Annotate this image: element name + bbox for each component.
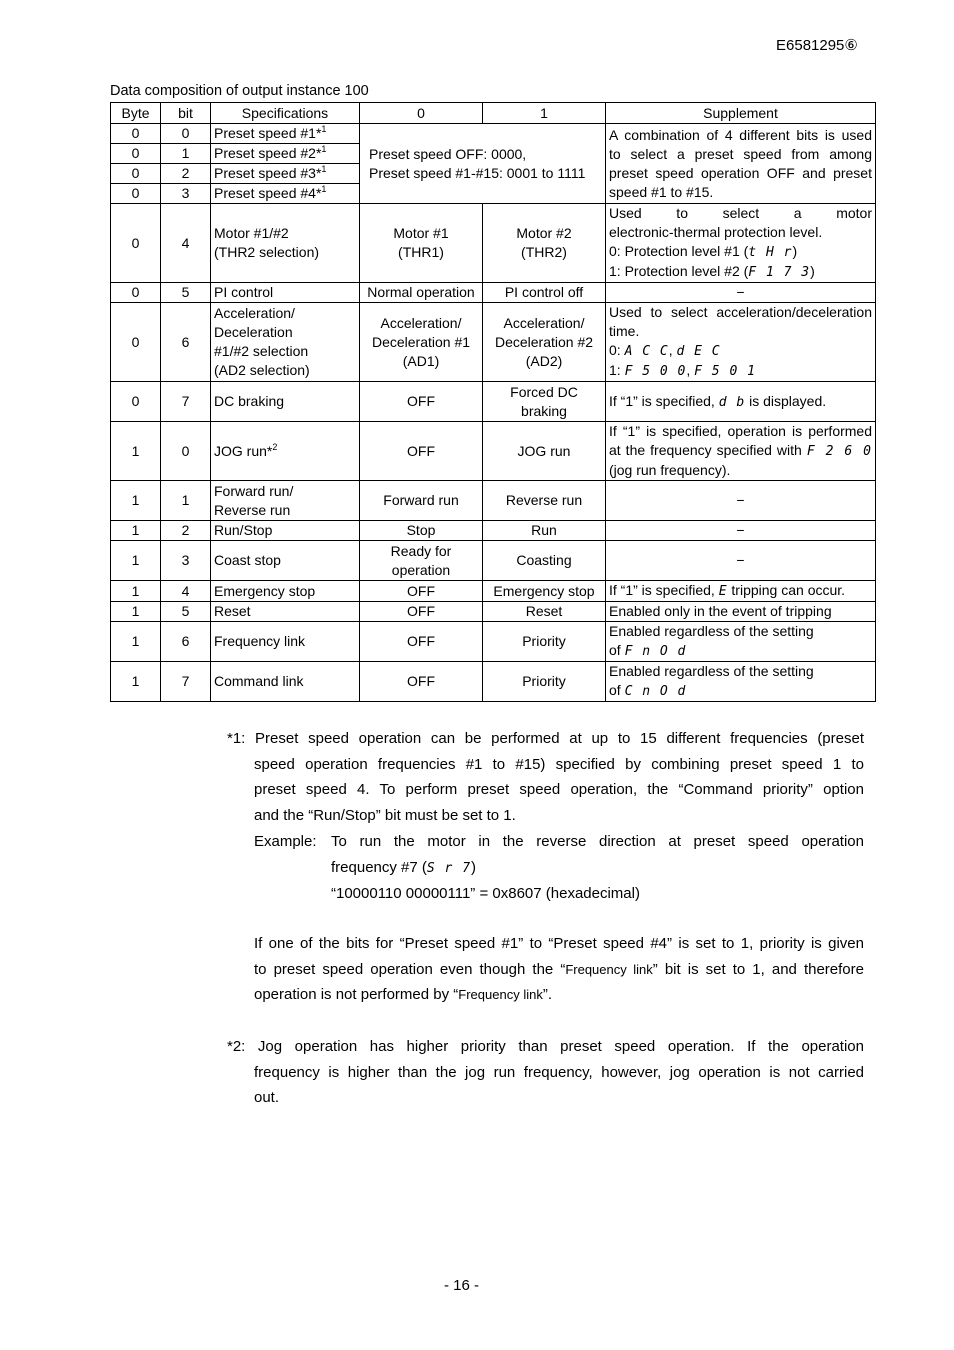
spec-cell: Forward run/ Reverse run [211, 481, 360, 521]
header-specifications: Specifications [211, 103, 360, 124]
segment-display-code: t H r [748, 245, 793, 260]
table-row [111, 581, 876, 602]
preset-supplement-cell: A combination of 4 different bits is used to select a preset speed from among preset speed operation OFF and preset speed #1 to #15. [606, 124, 876, 204]
byte-cell: 1 [111, 602, 161, 622]
spec-cell: Coast stop [211, 541, 360, 581]
page-number: - 16 - [444, 1277, 480, 1294]
header-value-0: 0 [360, 103, 483, 124]
bit-cell: 3 [161, 541, 211, 581]
table-row [111, 303, 876, 382]
supplement-cell: Used to select acceleration/deceleration time. 0: A C C, d E C 1: F 5 0 0, F 5 0 1 [606, 303, 876, 382]
spec-cell: Motor #1/#2 (THR2 selection) [211, 204, 360, 283]
byte-cell: 0 [111, 382, 161, 422]
supplement-cell: − [606, 541, 876, 581]
segment-display-code: A C C [624, 344, 669, 359]
value-0-cell: Forward run [360, 481, 483, 521]
supplement-cell: − [606, 481, 876, 521]
segment-display-code: F 5 0 1 [694, 364, 756, 379]
value-0-cell: OFF [360, 581, 483, 602]
spec-cell: Frequency link [211, 622, 360, 662]
spec-cell: Command link [211, 662, 360, 702]
table-row [111, 422, 876, 481]
bit-cell: 6 [161, 622, 211, 662]
value-1-cell: Reset [483, 602, 606, 622]
value-0-cell: Normal operation [360, 283, 483, 303]
segment-display-code: d b [718, 394, 746, 410]
value-0-cell: Acceleration/ Deceleration #1 (AD1) [360, 303, 483, 382]
table-caption: Data composition of output instance 100 [110, 83, 369, 99]
header-bit: bit [161, 103, 211, 124]
value-0-cell: OFF [360, 422, 483, 481]
header-value-1: 1 [483, 103, 606, 124]
value-1-cell: Priority [483, 662, 606, 702]
value-0-cell: OFF [360, 602, 483, 622]
supplement-cell: Enabled regardless of the setting of F n O d [606, 622, 876, 662]
bit-cell: 4 [161, 204, 211, 283]
table-row [111, 521, 876, 541]
byte-cell: 0 [111, 124, 161, 144]
value-1-cell: Acceleration/ Deceleration #2 (AD2) [483, 303, 606, 382]
bit-cell: 1 [161, 144, 211, 164]
value-1-cell: Motor #2 (THR2) [483, 204, 606, 283]
value-1-cell: Run [483, 521, 606, 541]
value-1-cell: Forced DC braking [483, 382, 606, 422]
output-instance-table [110, 102, 876, 702]
supplement-cell: − [606, 283, 876, 303]
supplement-cell: If “1” is specified, operation is performed at the frequency specified with F 2 6 0 (jog run frequency). [606, 422, 876, 481]
footnote-1-paragraph-2: If one of the bits for “Preset speed #1” to “Preset speed #4” is set to 1, priority is given to preset speed operation even though the “Frequency link” bit is set to 1, and therefore operation is not performed by “Frequency link”. [254, 935, 864, 1004]
table-row [111, 124, 876, 144]
value-0-cell: Stop [360, 521, 483, 541]
footnote-2: *2: Jog operation has higher priority than preset speed operation. If the operation frequency is higher than the jog run frequency, however, jog operation is not carried out. [227, 1038, 864, 1107]
bit-cell: 6 [161, 303, 211, 382]
table-row [111, 204, 876, 283]
table-header-row [111, 103, 876, 124]
bit-cell: 5 [161, 283, 211, 303]
value-0-cell: Motor #1 (THR1) [360, 204, 483, 283]
segment-display-code: F 1 7 3 [748, 265, 811, 280]
table-row [111, 382, 876, 422]
table-row [111, 481, 876, 521]
bit-cell: 7 [161, 662, 211, 702]
value-1-cell: Priority [483, 622, 606, 662]
document-id: E6581295⑥ [776, 37, 858, 54]
value-0-cell: OFF [360, 622, 483, 662]
spec-cell: Preset speed #4*$^1$ [211, 184, 360, 204]
table-row [111, 602, 876, 622]
spec-cell: Acceleration/ Deceleration #1/#2 selection (AD2 selection) [211, 303, 360, 382]
header-byte: Byte [111, 103, 161, 124]
bit-cell: 7 [161, 382, 211, 422]
bit-cell: 5 [161, 602, 211, 622]
byte-cell: 0 [111, 204, 161, 283]
spec-cell: Preset speed #3*$^1$ [211, 164, 360, 184]
value-0-cell: OFF [360, 382, 483, 422]
byte-cell: 1 [111, 541, 161, 581]
supplement-cell: Used to select a motor electronic-thermal protection level. 0: Protection level #1 (t H r) 1: Protection level #2 (F 1 7 3) [606, 204, 876, 283]
byte-cell: 0 [111, 184, 161, 204]
spec-cell: Emergency stop [211, 581, 360, 602]
table-row [111, 541, 876, 581]
bit-cell: 4 [161, 581, 211, 602]
spec-cell: Preset speed #2*$^1$ [211, 144, 360, 164]
byte-cell: 1 [111, 422, 161, 481]
value-1-cell: PI control off [483, 283, 606, 303]
table-row [111, 622, 876, 662]
byte-cell: 1 [111, 622, 161, 662]
table-row [111, 283, 876, 303]
byte-cell: 1 [111, 581, 161, 602]
footnote-1: *1: Preset speed operation can be performed at up to 15 different frequencies (preset speed operation frequencies #1 to #15) specified by combining preset speed 1 to preset speed 4. To perform preset speed operation, the “Command priority” option and the “Run/Stop” bit must be set to 1. Example: To run the motor in the reverse direction at preset speed operation frequency #7 (S r 7) “10000110 00000111” = 0x8607 (hexadecimal) [227, 730, 864, 903]
supplement-cell: If “1” is specified, d b is displayed. [606, 382, 876, 422]
value-1-cell: Coasting [483, 541, 606, 581]
bit-cell: 2 [161, 164, 211, 184]
byte-cell: 0 [111, 164, 161, 184]
value-1-cell: JOG run [483, 422, 606, 481]
spec-cell: PI control [211, 283, 360, 303]
bit-cell: 1 [161, 481, 211, 521]
value-1-cell: Emergency stop [483, 581, 606, 602]
supplement-cell: Enabled only in the event of tripping [606, 602, 876, 622]
segment-display-code: F n O d [624, 644, 687, 659]
byte-cell: 1 [111, 521, 161, 541]
segment-display-code: C n O d [624, 684, 687, 699]
byte-cell: 0 [111, 283, 161, 303]
supplement-cell: Enabled regardless of the setting of C n O d [606, 662, 876, 702]
header-supplement: Supplement [606, 103, 876, 124]
value-0-cell: OFF [360, 662, 483, 702]
spec-cell: DC braking [211, 382, 360, 422]
byte-cell: 0 [111, 144, 161, 164]
spec-cell: Reset [211, 602, 360, 622]
bit-cell: 2 [161, 521, 211, 541]
preset-value-cell: Preset speed OFF: 0000, Preset speed #1-#15: 0001 to 1111 [360, 124, 606, 204]
segment-display-code: F 2 6 0 [806, 444, 872, 459]
bit-cell: 0 [161, 124, 211, 144]
byte-cell: 1 [111, 662, 161, 702]
byte-cell: 0 [111, 303, 161, 382]
segment-display-code: S r 7 [426, 860, 472, 876]
value-1-cell: Reverse run [483, 481, 606, 521]
spec-cell: JOG run*$^2$ [211, 422, 360, 481]
byte-cell: 1 [111, 481, 161, 521]
bit-cell: 0 [161, 422, 211, 481]
table-row [111, 662, 876, 702]
supplement-cell: − [606, 521, 876, 541]
segment-display-code: F 5 0 0 [624, 364, 687, 379]
example-block: Example: To run the motor in the reverse direction at preset speed operation [254, 832, 864, 850]
spec-cell: Run/Stop [211, 521, 360, 541]
supplement-cell: If “1” is specified, E tripping can occur. [606, 581, 876, 602]
bit-cell: 3 [161, 184, 211, 204]
segment-display-code: d E C [676, 344, 721, 359]
value-0-cell: Ready for operation [360, 541, 483, 581]
spec-cell: Preset speed #1*$^1$ [211, 124, 360, 144]
segment-display-code: E [718, 584, 728, 599]
